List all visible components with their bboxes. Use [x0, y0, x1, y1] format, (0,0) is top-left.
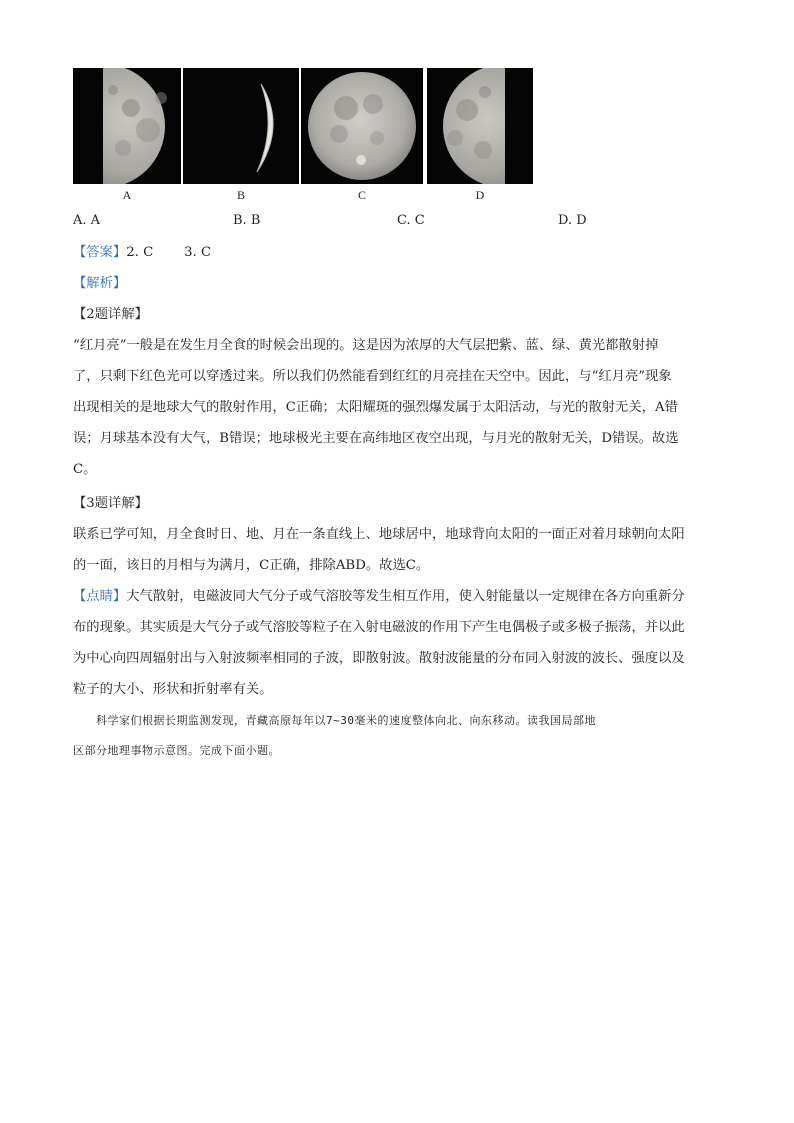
q2-heading	[73, 299, 723, 330]
tips-tag: 【点睛】	[73, 589, 127, 604]
answer-line	[73, 237, 723, 268]
figure-b	[183, 68, 299, 202]
q3-tag: 【3题详解】	[73, 496, 148, 511]
q2-line: “红月亮”一般是在发生月全食的时候会出现的。这是因为浓厚的大气层把紫、蓝、绿、黄光都散射掉	[73, 338, 659, 353]
option-d[interactable]: D. D	[558, 213, 587, 228]
answer-options	[73, 213, 733, 233]
option-a[interactable]: A. A	[73, 213, 101, 228]
tips-line: 粒子的大小、形状和折射率有关。	[73, 682, 273, 697]
tips-body	[73, 581, 723, 705]
option-b[interactable]: B. B	[233, 213, 261, 228]
q2-tag: 【2题详解】	[73, 307, 148, 322]
analysis-tag: 【解析】	[73, 276, 127, 291]
q3-heading	[73, 488, 723, 519]
q2-line: 了，只剩下红色光可以穿透过来。所以我们仍然能看到红红的月亮挂在天空中。因此，与“红月亮”现象	[73, 369, 672, 384]
tips-first-text: 大气散射，电磁波同大气分子或气溶胶等发生相互作用，使入射能量以一定规律在各方向重新分	[126, 589, 685, 604]
q2-line: 出现相关的是地球大气的散射作用，C正确；太阳耀斑的强烈爆发属于太阳活动，与光的散射无关，A错	[73, 400, 678, 415]
moon-image-b	[183, 68, 299, 184]
figure-c	[301, 68, 423, 202]
tips-first-line	[73, 581, 723, 612]
figure-label-d: D	[475, 188, 485, 202]
q3-line: 的一面，该日的月相与为满月，C正确，排除ABD。故选C。	[73, 558, 430, 573]
figure-label-a: A	[122, 188, 132, 202]
next-question-intro	[73, 706, 733, 766]
figure-a	[73, 68, 181, 202]
q2-line: C。	[73, 462, 97, 477]
q3-line: 联系已学可知，月全食时日、地、月在一条直线上、地球居中，地球背向太阳的一面正对着月球朝向太阳	[73, 527, 685, 542]
moon-image-c	[301, 68, 423, 184]
q2-body	[73, 330, 723, 485]
moon-image-d	[427, 68, 533, 184]
q3-body	[73, 519, 723, 581]
option-c[interactable]: C. C	[397, 213, 425, 228]
moon-image-a	[73, 68, 181, 184]
answer-tag: 【答案】	[73, 245, 127, 260]
figure-label-c: C	[357, 188, 366, 202]
answer-text: 2. C 3. C	[126, 245, 212, 260]
moon-phase-figures	[73, 68, 543, 208]
figure-d	[427, 68, 533, 202]
tips-line: 布的现象。其实质是大气分子或气溶胶等粒子在入射电磁波的作用下产生电偶极子或多极子振荡，并以此	[73, 620, 685, 635]
next-line: 区部分地理事物示意图。完成下面小题。	[73, 744, 280, 757]
next-line: 科学家们根据长期监测发现，青藏高原每年以7~30毫米的速度整体向北、向东移动。读我国局部地	[73, 714, 596, 727]
figure-label-b: B	[236, 188, 245, 202]
tips-line: 为中心向四周辐射出与入射波频率相同的子波，即散射波。散射波能量的分布同入射波的波长、强度以及	[73, 651, 685, 666]
q2-line: 误；月球基本没有大气，B错误；地球极光主要在高纬地区夜空出现，与月光的散射无关，D错误。故选	[73, 431, 679, 446]
analysis-heading	[73, 268, 723, 299]
